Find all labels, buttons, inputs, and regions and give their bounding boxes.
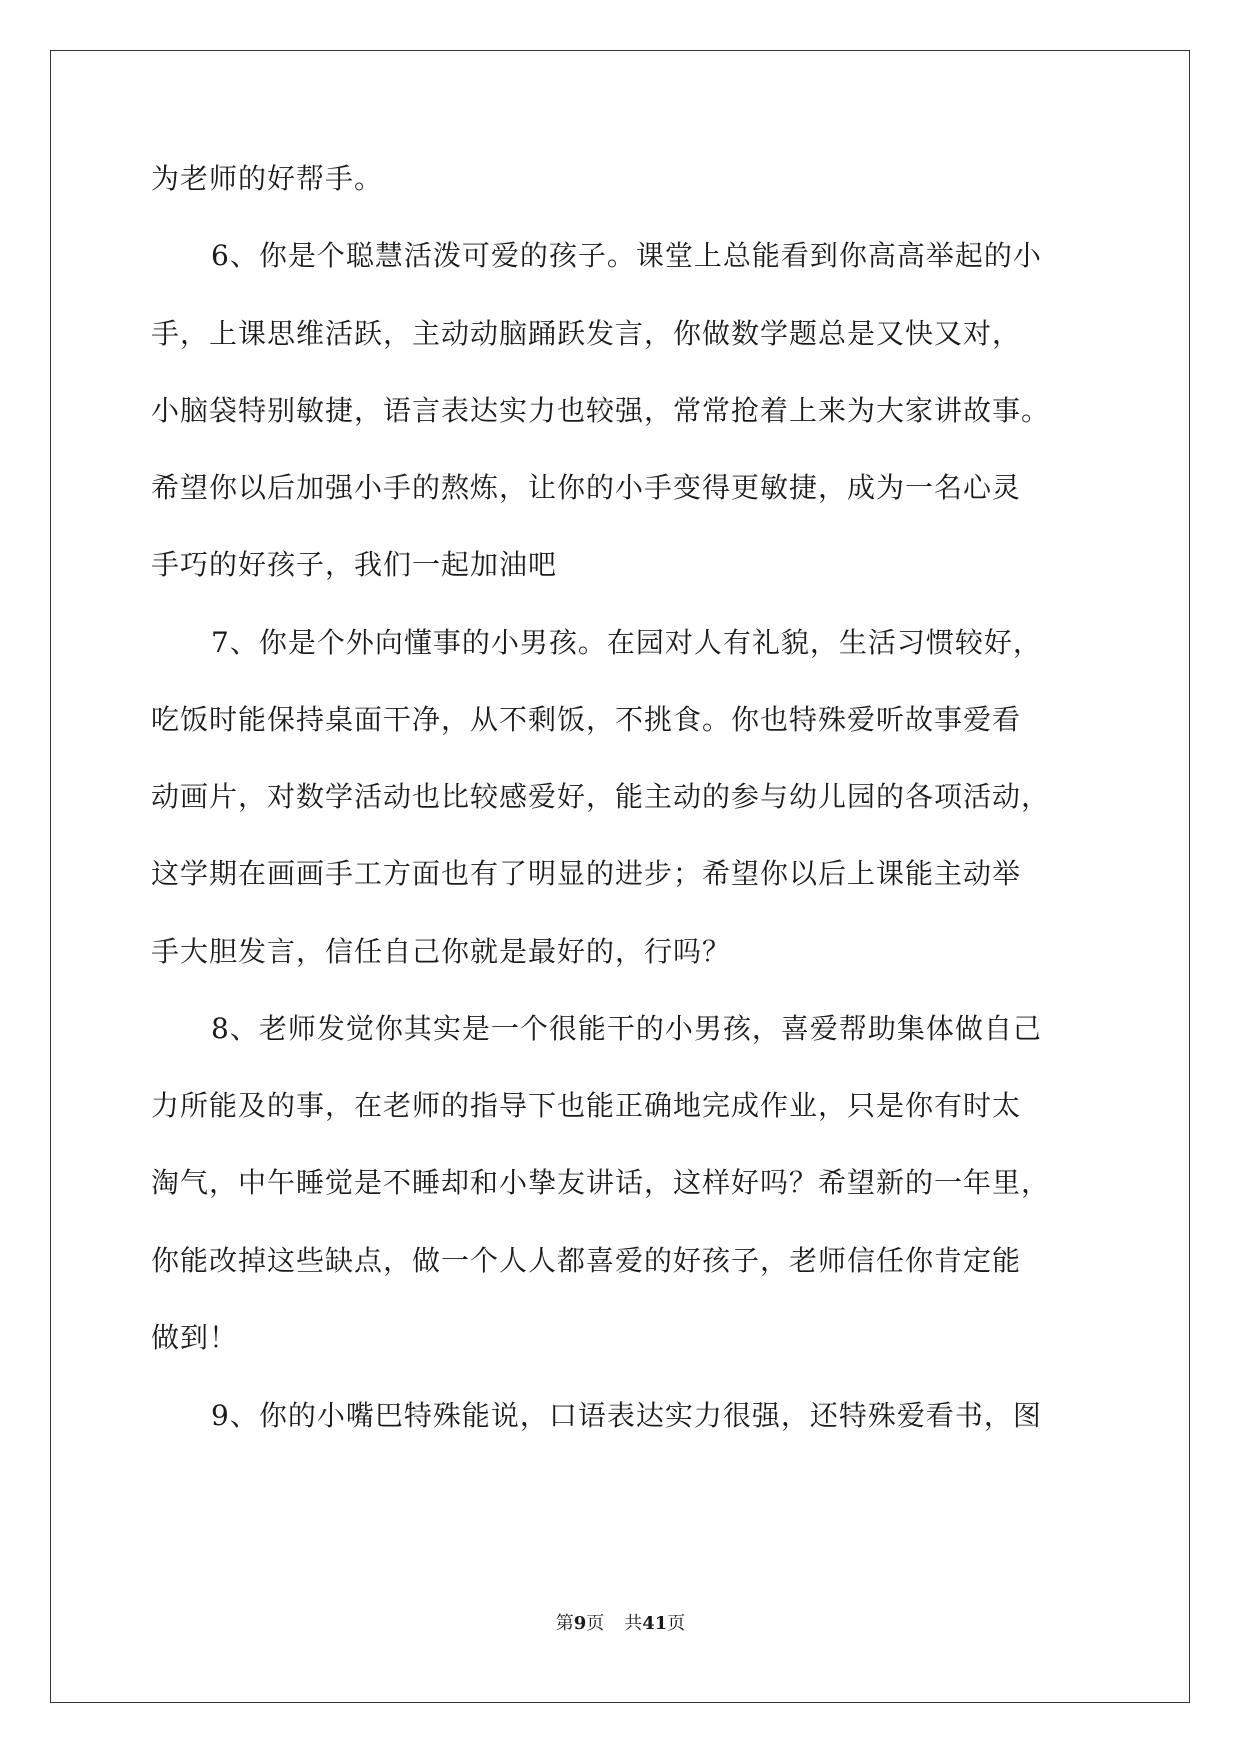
text-line: 手，上课思维活跃，主动动脑踊跃发言，你做数学题总是又快又对， [151, 317, 1022, 350]
text-line: 动画片，对数学活动也比较感爱好，能主动的参与幼儿园的各项活动， [151, 780, 1051, 813]
paragraph-9-first-line: 9、你的小嘴巴特殊能说，口语表达实力很强，还特殊爱看书，图 [211, 1399, 1042, 1432]
text-line: 手大胆发言，信任自己你就是最好的，行吗？ [151, 935, 732, 968]
page-number: 9 [573, 1613, 587, 1634]
total-suffix: 页 [667, 1613, 686, 1634]
page-suffix: 页 [586, 1613, 605, 1634]
text-line: 小脑袋特别敏捷，语言表达实力也较强，常常抢着上来为大家讲故事。 [151, 394, 1051, 427]
page-footer [0, 1612, 1241, 1636]
text-line: 淘气，中午睡觉是不睡却和小挚友讲话，这样好吗？希望新的一年里， [151, 1166, 1051, 1199]
text-line: 你能改掉这些缺点，做一个人人都喜爱的好孩子，老师信任你肯定能 [151, 1244, 1022, 1277]
page-prefix: 第 [555, 1613, 574, 1634]
text-line: 这学期在画画手工方面也有了明显的进步；希望你以后上课能主动举 [151, 857, 1022, 890]
text-line: 力所能及的事，在老师的指导下也能正确地完成作业，只是你有时太 [151, 1089, 1022, 1122]
paragraph-8-first-line: 8、老师发觉你其实是一个很能干的小男孩，喜爱帮助集体做自己 [211, 1012, 1042, 1045]
text-line: 吃饭时能保持桌面干净，从不剩饭，不挑食。你也特殊爱听故事爱看 [151, 703, 1022, 736]
text-line: 希望你以后加强小手的熬炼，让你的小手变得更敏捷，成为一名心灵 [151, 471, 1022, 504]
text-line: 为老师的好帮手。 [151, 162, 384, 195]
total-pages: 41 [642, 1613, 668, 1634]
text-line: 手巧的好孩子，我们一起加油吧 [151, 548, 558, 581]
paragraph-7-first-line: 7、你是个外向懂事的小男孩。在园对人有礼貌，生活习惯较好， [211, 626, 1042, 659]
text-line: 做到！ [151, 1321, 239, 1354]
paragraph-6-first-line: 6、你是个聪慧活泼可爱的孩子。课堂上总能看到你高高举起的小 [211, 239, 1042, 272]
total-prefix: 共 [624, 1613, 643, 1634]
